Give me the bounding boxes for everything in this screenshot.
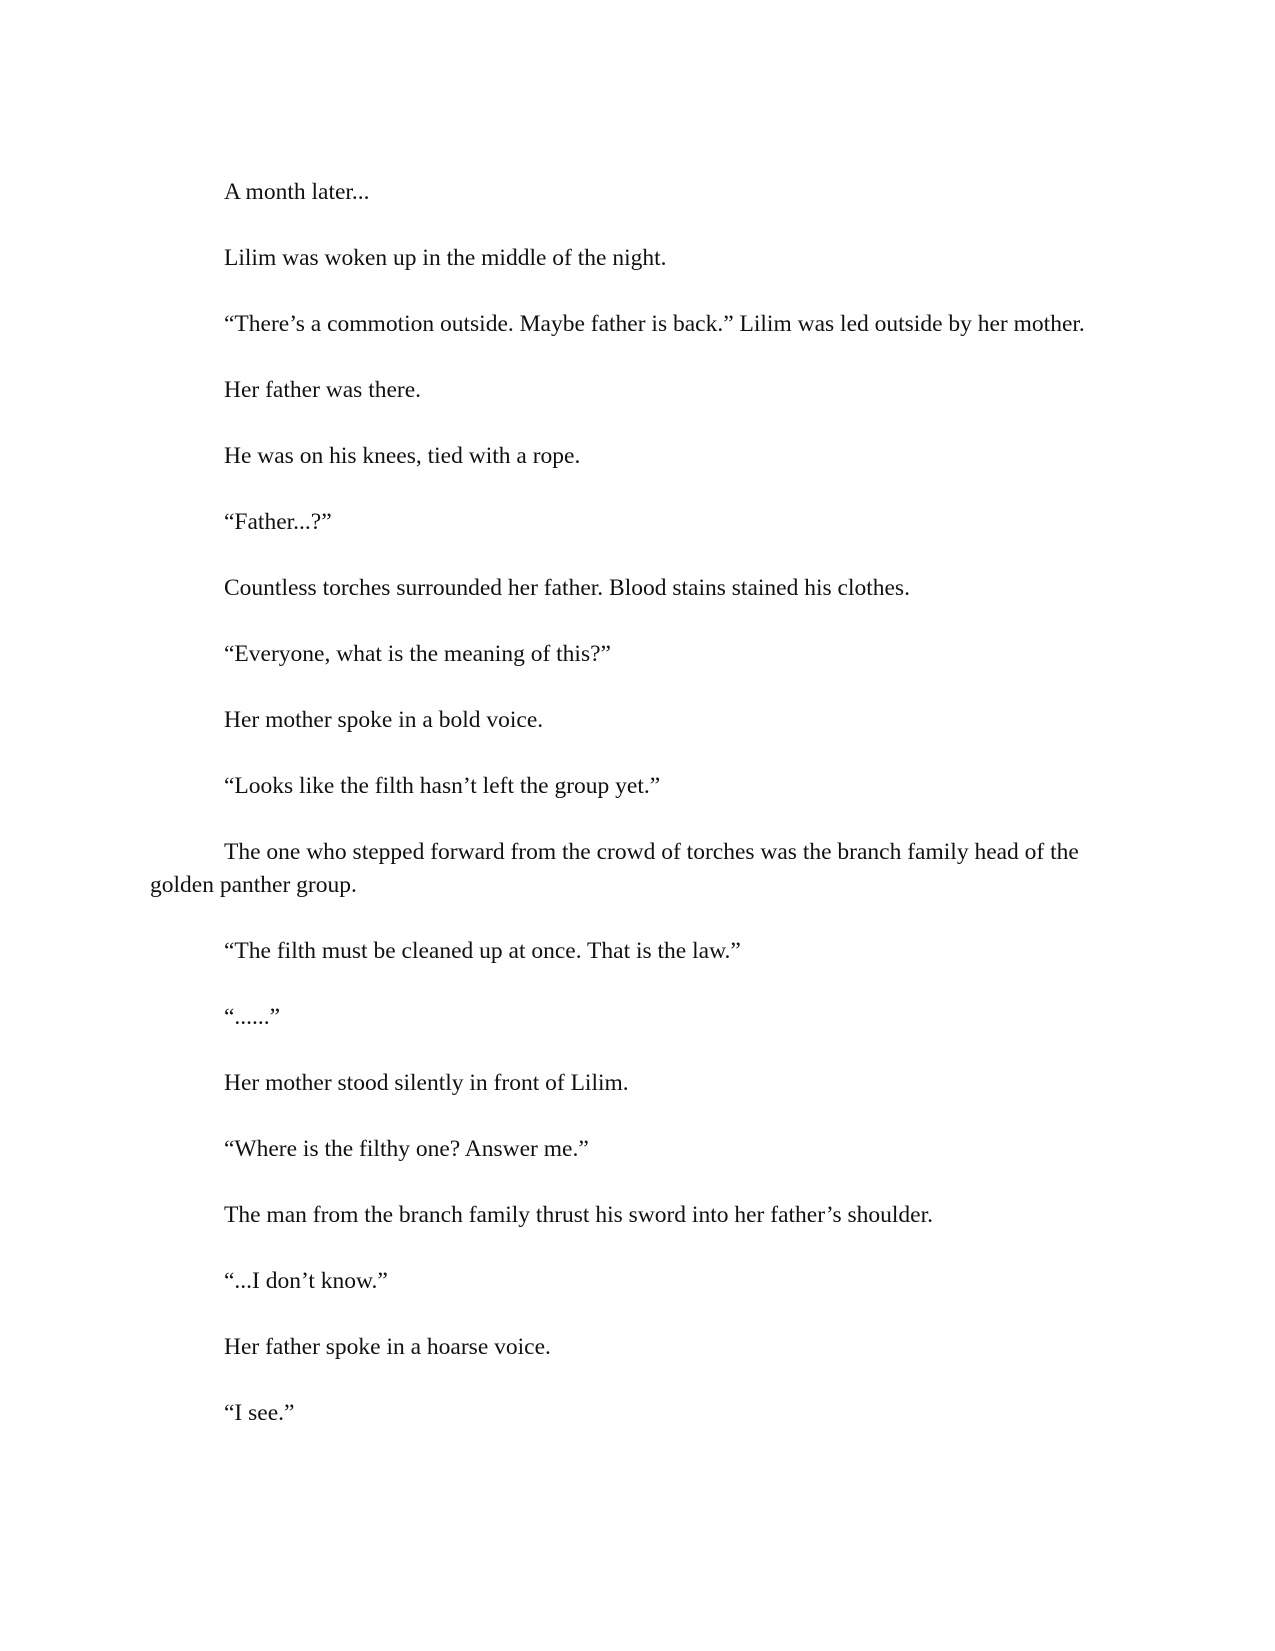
paragraph: “There’s a commotion outside. Maybe father is back.” Lilim was led outside by her mother. — [224, 311, 1085, 337]
paragraph: Her father spoke in a hoarse voice. — [224, 1334, 551, 1360]
paragraph: Lilim was woken up in the middle of the night. — [224, 245, 667, 271]
paragraph: He was on his knees, tied with a rope. — [224, 443, 581, 469]
paragraph: Her father was there. — [224, 377, 422, 403]
paragraph: “I see.” — [224, 1400, 295, 1426]
paragraph: Countless torches surrounded her father. Blood stains stained his clothes. — [224, 575, 910, 601]
paragraph: “Where is the filthy one? Answer me.” — [224, 1136, 589, 1162]
paragraph: “Looks like the filth hasn’t left the group yet.” — [224, 773, 661, 799]
story-text — [150, 176, 1105, 1463]
paragraph: Her mother spoke in a bold voice. — [224, 707, 544, 733]
paragraph: “Father...?” — [224, 509, 332, 535]
paragraph: “The filth must be cleaned up at once. That is the law.” — [224, 938, 741, 964]
paragraph: “......” — [224, 1004, 281, 1030]
paragraph: “Everyone, what is the meaning of this?” — [224, 641, 611, 667]
paragraph: The one who stepped forward from the crowd of torches was the branch family head of the golden panther group. — [150, 839, 1079, 898]
paragraph: The man from the branch family thrust his sword into her father’s shoulder. — [224, 1202, 933, 1228]
paragraph: A month later... — [224, 179, 370, 205]
paragraph: Her mother stood silently in front of Lilim. — [224, 1070, 629, 1096]
paragraph: “...I don’t know.” — [224, 1268, 388, 1294]
